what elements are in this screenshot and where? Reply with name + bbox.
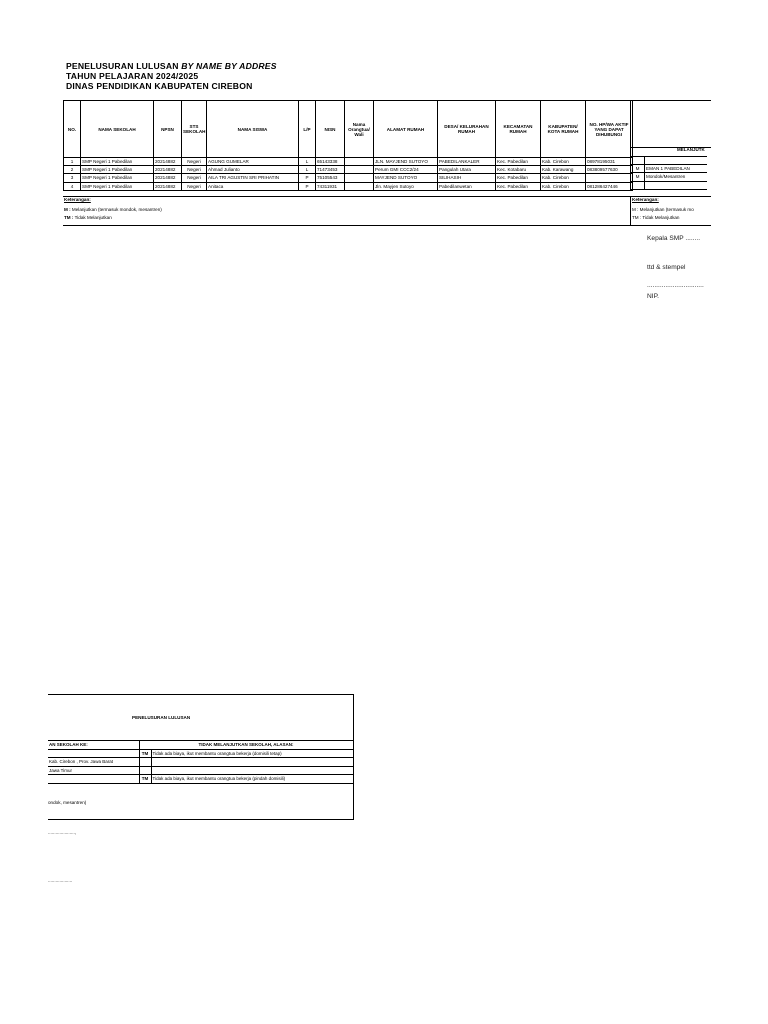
bottom-row	[48, 749, 353, 758]
table-cell: AILA TRI AGUSTIN SRI PRIHATIN	[207, 174, 299, 182]
table-cell: 081286427446	[586, 182, 633, 190]
bottom-row	[48, 758, 353, 767]
table-cell	[345, 158, 374, 166]
table-cell: Perum GMI CCC2/24	[374, 166, 438, 174]
title-line-3: DINAS PENDIDIKAN KABUPATEN CIREBON	[66, 81, 253, 91]
column-header: NPSN	[154, 101, 182, 158]
bottom-dots-1: .....................,	[48, 830, 77, 835]
table-cell: Negeri	[182, 182, 207, 190]
table-cell: Negeri	[182, 174, 207, 182]
table-cell: 20214882	[154, 174, 182, 182]
side-row	[631, 157, 707, 165]
column-header: DESA/ KELURAHAN RUMAH	[438, 101, 496, 158]
bottom-cell-code: TM	[139, 775, 151, 784]
table-cell: 71473453	[316, 166, 345, 174]
side-code-cell: M	[631, 165, 645, 173]
table-cell: MAYJEND SUTOYO	[374, 174, 438, 182]
table-cell: 20214882	[154, 166, 182, 174]
table-cell: 4	[64, 182, 81, 190]
side-text-cell	[645, 157, 707, 165]
table-cell: SMP Negeri 1 Pabedilan	[81, 182, 154, 190]
bottom-note: ondok, mesantren)	[48, 800, 87, 805]
table-cell	[345, 182, 374, 190]
table-cell: 2	[64, 166, 81, 174]
table-cell: Kec. Pabedilan	[496, 182, 541, 190]
side-header-box	[630, 100, 711, 157]
bottom-cell-right: Tidak ada biaya, ikut membantu orangtua bekerja (pindah domisili)	[151, 775, 353, 784]
column-header: KABUPATEN/ KOTA RUMAH	[541, 101, 586, 158]
keterangan-tm: TM : Tidak Melanjutkan	[64, 215, 112, 220]
bottom-cell-right	[151, 766, 353, 775]
table-cell: Ahmad Julianto	[207, 166, 299, 174]
table-cell: L	[299, 166, 316, 174]
bottom-left-header: AN SEKOLAH KE:	[48, 741, 139, 750]
table-cell: Anitaca	[207, 182, 299, 190]
table-row	[64, 182, 633, 190]
table-cell: Kab. Cirebon	[541, 182, 586, 190]
table-cell: SMP Negeri 1 Pabedilan	[81, 158, 154, 166]
side-keterangan-title: Keterangan:	[632, 197, 659, 202]
column-header: KECAMATAN RUMAH	[496, 101, 541, 158]
column-header: NISN	[316, 101, 345, 158]
table-cell: P	[299, 182, 316, 190]
table-cell: JLN. MAYJEND SUTOYO	[374, 158, 438, 166]
keterangan-box	[63, 196, 632, 226]
column-header: NO. HP/WA AKTIF YANG DAPAT DIHUBUNGI	[586, 101, 633, 158]
table-cell: 20214882	[154, 158, 182, 166]
signature-kepala: Kepala SMP ........	[647, 235, 701, 242]
bottom-cell-right	[151, 758, 353, 767]
table-row	[64, 166, 633, 174]
signature-nip: NIP.	[647, 293, 659, 300]
side-row	[631, 165, 707, 173]
table-cell: 3	[64, 174, 81, 182]
table-cell: L	[299, 158, 316, 166]
table-cell: 20214882	[154, 182, 182, 190]
bottom-table	[48, 740, 354, 784]
side-code-cell: M	[631, 173, 645, 181]
side-code-cell	[631, 181, 645, 189]
title-line-2: TAHUN PELAJARAN 2024/2025	[66, 71, 199, 81]
bottom-row	[48, 775, 353, 784]
side-keterangan-box	[630, 196, 711, 226]
title-italic: BY NAME BY ADDRES	[181, 61, 277, 71]
bottom-cell-right: Tidak ada biaya, ikut membantu orangtua bekerja (domisili tetap)	[151, 749, 353, 758]
side-keterangan-m: M : Melanjutkan (termasuk mo	[632, 207, 694, 212]
table-cell: Kec. Pabedilan	[496, 174, 541, 182]
column-header: NAMA SISWA	[207, 101, 299, 158]
side-keterangan-tm: TM : Tidak Melanjutkan	[632, 215, 680, 220]
table-cell: Kab. Karawang	[541, 166, 586, 174]
bottom-cell-code	[139, 758, 151, 767]
keterangan-m: M : Melanjutkan (termasuk mondok, mesantren)	[64, 207, 162, 212]
table-cell: AGUNG GUMELAR	[207, 158, 299, 166]
table-cell: Kec. Kotabaru	[496, 166, 541, 174]
side-text-cell: EMAN 1 PABEDILAN	[645, 165, 707, 173]
table-cell	[345, 174, 374, 182]
table-cell: Jln. Mayjen Sutoyo	[374, 182, 438, 190]
bottom-row	[48, 766, 353, 775]
title-plain: PENELUSURAN LULUSAN	[66, 61, 182, 71]
table-cell: 74311931	[316, 182, 345, 190]
table-cell: Kab. Cirebon	[541, 158, 586, 166]
side-header-label: MELANJUTK	[677, 147, 705, 152]
side-row	[631, 181, 707, 189]
table-row	[64, 174, 633, 182]
side-text-cell: Mondok/Mesantren	[645, 173, 707, 181]
bottom-right-header: TIDAK MELANJUTKAN SEKOLAH, ALASAN:	[139, 741, 353, 750]
side-table	[630, 156, 707, 190]
bottom-cell-left: Jawa Timur	[48, 766, 139, 775]
side-text-cell	[645, 181, 707, 189]
table-cell	[345, 166, 374, 174]
bottom-cell-left: Kab. Cirebon , Prov. Jawa Barat	[48, 758, 139, 767]
bottom-cell-code	[139, 766, 151, 775]
table-cell: 083809577630	[586, 166, 633, 174]
table-cell: PABEDILANKALER	[438, 158, 496, 166]
table-cell: Negeri	[182, 166, 207, 174]
table-cell: P	[299, 174, 316, 182]
column-header: ALAMAT RUMAH	[374, 101, 438, 158]
table-header-row	[64, 101, 633, 158]
side-row	[631, 173, 707, 181]
bottom-cell-left	[48, 775, 139, 784]
table-cell: Pabedilanwetan	[438, 182, 496, 190]
bottom-dots-2: ...................	[48, 878, 73, 883]
table-cell: 08978195031	[586, 158, 633, 166]
graduates-table	[63, 100, 633, 191]
column-header: NAMA SEKOLAH	[81, 101, 154, 158]
signature-dots: ...............................	[647, 282, 704, 289]
signature-ttd: ttd & stempel	[647, 264, 686, 271]
bottom-header-row	[48, 741, 353, 750]
table-cell: 75105543	[316, 174, 345, 182]
table-cell: Pangulah Utara	[438, 166, 496, 174]
table-cell: SMP Negeri 1 Pabedilan	[81, 174, 154, 182]
table-cell: 65143338	[316, 158, 345, 166]
column-header: STS SEKOLAH	[182, 101, 207, 158]
side-code-cell	[631, 157, 645, 165]
table-cell: Kec. Pabedilan	[496, 158, 541, 166]
column-header: NO.	[64, 101, 81, 158]
column-header: L/P	[299, 101, 316, 158]
table-cell: SMP Negeri 1 Pabedilan	[81, 166, 154, 174]
column-header: Nama Orangtua/ Wali	[345, 101, 374, 158]
table-cell: Negeri	[182, 158, 207, 166]
bottom-cell-left	[48, 749, 139, 758]
table-row	[64, 158, 633, 166]
keterangan-title: Keterangan:	[64, 197, 91, 202]
title-line-1	[66, 61, 277, 71]
bottom-cell-code: TM	[139, 749, 151, 758]
bottom-title: PENELUSURAN LULUSAN	[132, 715, 191, 720]
table-cell: 1	[64, 158, 81, 166]
table-cell: SILIHASIH	[438, 174, 496, 182]
table-cell	[586, 174, 633, 182]
table-cell: Kab. Cirebon	[541, 174, 586, 182]
